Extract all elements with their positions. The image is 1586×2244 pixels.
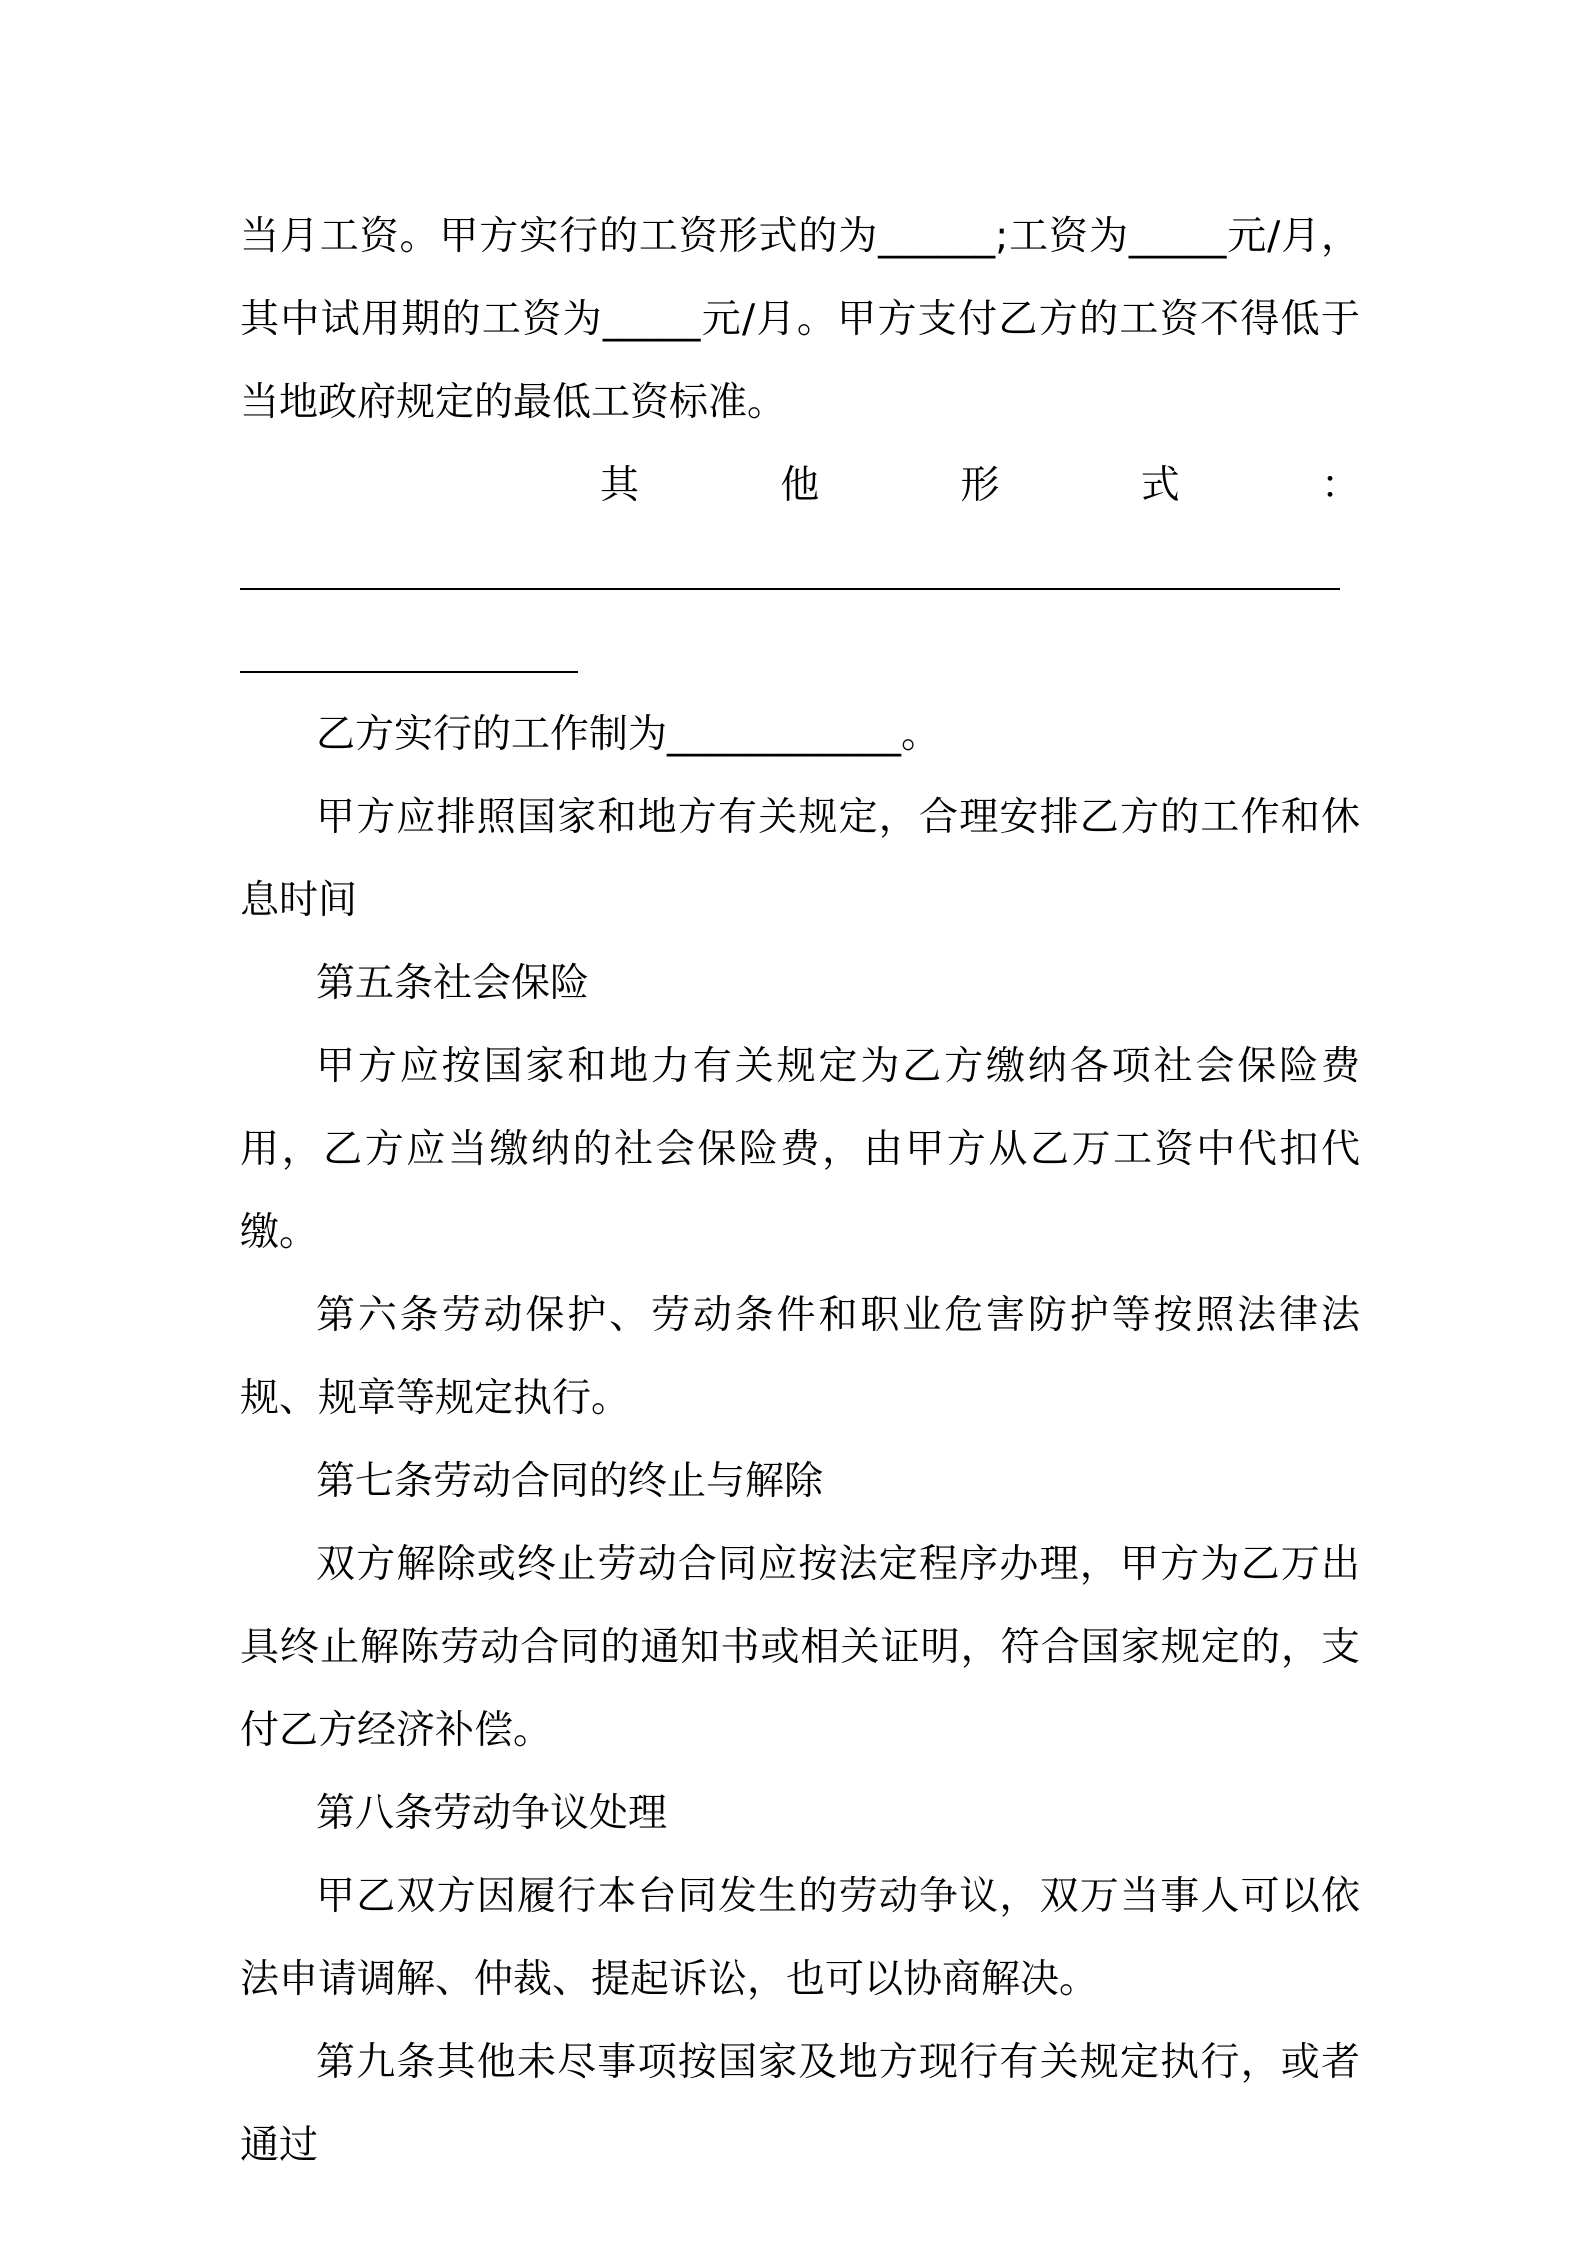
fill-line-long: [240, 527, 1360, 610]
other-form-char-1: 其: [600, 463, 640, 508]
other-form-char-3: 形: [960, 463, 1000, 508]
article-8-body: 甲乙双方因履行本台同发生的劳动争议，双万当事人可以依法申请调解、仲裁、提起诉讼，也可以协商解决。: [240, 1874, 1360, 2002]
underline-long: [240, 588, 1340, 590]
other-form-char-2: 他: [780, 463, 820, 508]
article-9: 第九条其他未尽事项按国家及地方现行有关规定执行，或者通过: [240, 2040, 1360, 2168]
article-8-title: 第八条劳动争议处理: [316, 1791, 668, 1836]
article-7-title: 第七条劳动合同的终止与解除: [316, 1459, 824, 1504]
article-5-body: 甲方应按国家和地力有关规定为乙方缴纳各项社会保险费用，乙方应当缴纳的社会保险费，由甲方从乙万工资中代扣代缴。: [240, 1044, 1360, 1255]
paragraph-work-system: 乙方实行的工作制为____________。: [316, 712, 941, 757]
article-6: 第六条劳动保护、劳动条件和职业危害防护等按照法律法规、规章等规定执行。: [240, 1293, 1360, 1421]
other-form-label: [240, 444, 1360, 527]
article-5-title: 第五条社会保险: [316, 961, 590, 1006]
fill-line-short: [240, 610, 1360, 693]
article-7-body: 双方解除或终止劳动合同应按法定程序办理，甲方为乙万出具终止解陈劳动合同的通知书或相关证明，符合国家规定的，支付乙方经济补偿。: [240, 1542, 1360, 1753]
other-form-char-5: ：: [1320, 463, 1360, 508]
document-body: [240, 195, 1360, 2187]
underline-short: [240, 671, 578, 673]
paragraph-rest-time: 甲方应排照国家和地方有关规定，合理安排乙方的工作和休息时间: [240, 795, 1360, 923]
paragraph-wages: 当月工资。甲方实行的工资形式的为______;工资为_____元/月，其中试用期的工资为_____元/月。甲方支付乙方的工资不得低于当地政府规定的最低工资标准。: [240, 214, 1360, 425]
other-form-char-4: 式: [1140, 463, 1180, 508]
